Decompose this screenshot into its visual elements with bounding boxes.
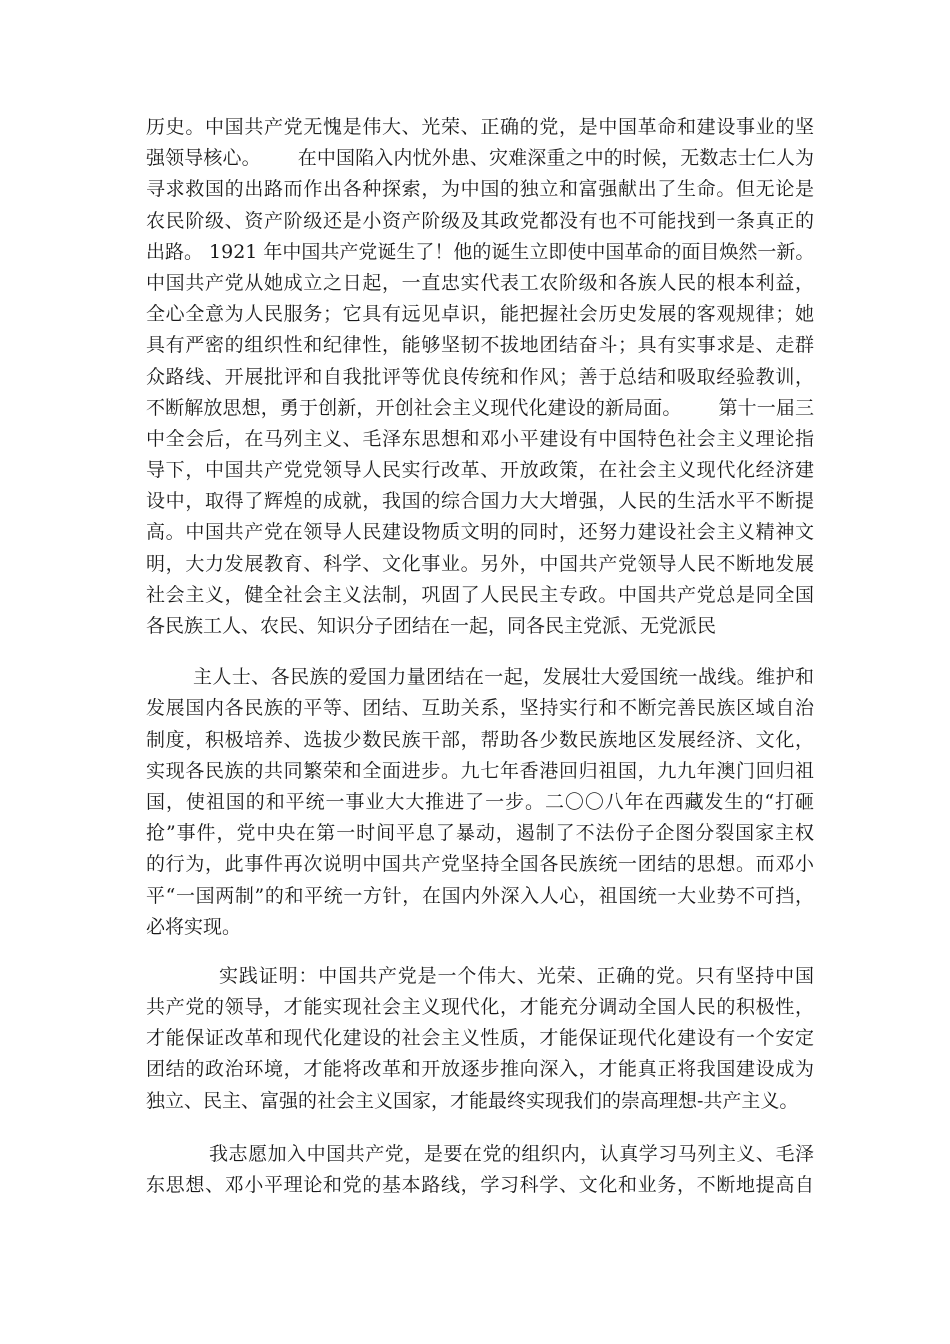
text-line: 高。中国共产党在领导人民建设物质文明的同时，还努力建设社会主义精神文 xyxy=(146,521,814,544)
text-line: 中国共产党从她成立之日起，一直忠实代表工农阶级和各族人民的根本利益， xyxy=(146,271,814,294)
text-line: 社会主义，健全社会主义法制，巩固了人民民主专政。中国共产党总是同全国 xyxy=(146,583,814,606)
text-line: 寻求救国的出路而作出各种探索，为中国的独立和富强献出了生命。但无论是 xyxy=(146,178,814,201)
text-line: 实践证明：中国共产党是一个伟大、光荣、正确的党。只有坚持中国 xyxy=(219,964,814,987)
text-line: 平“一国两制”的和平统一方针，在国内外深入人心，祖国统一大业势不可挡， xyxy=(146,884,814,907)
text-line: 独立、民主、富强的社会主义国家，才能最终实现我们的崇高理想-共产主义。 xyxy=(146,1089,799,1112)
text-line: 才能保证改革和现代化建设的社会主义性质，才能保证现代化建设有一个安定 xyxy=(146,1027,814,1050)
text-line: 导下，中国共产党党领导人民实行改革、开放政策，在社会主义现代化经济建 xyxy=(146,459,814,482)
paragraph-gap xyxy=(146,1117,814,1139)
text-line: 必将实现。 xyxy=(146,915,242,938)
text-line: 各民族工人、农民、知识分子团结在一起，同各民主党派、无党派民 xyxy=(146,615,717,637)
text-line: 明，大力发展教育、科学、文化事业。另外，中国共产党领导人民不断地发展 xyxy=(146,552,814,575)
text-line: 主人士、各民族的爱国力量团结在一起，发展壮大爱国统一战线。维护和 xyxy=(193,666,814,689)
text-line: 国，使祖国的和平统一事业大大推进了一步。二〇〇八年在西藏发生的“打砸 xyxy=(146,790,814,813)
text-line: 实现各民族的共同繁荣和全面进步。九七年香港回归祖国，九九年澳门回归祖 xyxy=(146,759,814,782)
text-line: 我志愿加入中国共产党，是要在党的组织内，认真学习马列主义、毛泽 xyxy=(209,1142,814,1165)
text-line: 不断解放思想，勇于创新，开创社会主义现代化建设的新局面。 第十一届三 xyxy=(146,396,814,419)
text-line: 的行为，此事件再次说明中国共产党坚持全国各民族统一团结的思想。而邓小 xyxy=(146,853,814,876)
text-line: 制度，积极培养、选拔少数民族干部，帮助各少数民族地区发展经济、文化， xyxy=(146,728,814,751)
paragraph-block-1 xyxy=(146,112,814,642)
text-line: 东思想、邓小平理论和党的基本路线，学习科学、文化和业务，不断地提高自 xyxy=(146,1174,814,1196)
text-line: 具有严密的组织性和纪律性，能够坚韧不拔地团结奋斗；具有实事求是、走群 xyxy=(146,334,814,357)
text-line: 设中，取得了辉煌的成就，我国的综合国力大大增强，人民的生活水平不断提 xyxy=(146,490,814,513)
text-line: 出路。 1921 年中国共产党诞生了！他的诞生立即使中国革命的面目焕然一新。 xyxy=(146,240,814,263)
text-line: 团结的政治环境，才能将改革和开放逐步推向深入，才能真正将我国建设成为 xyxy=(146,1058,814,1081)
paragraph-block-2 xyxy=(146,662,814,943)
text-line: 中全会后，在马列主义、毛泽东思想和邓小平建设有中国特色社会主义理论指 xyxy=(146,427,814,450)
text-line: 抢”事件，党中央在第一时间平息了暴动，遏制了不法份子企图分裂国家主权 xyxy=(146,822,814,845)
text-line: 强领导核心。 在中国陷入内忧外患、灾难深重之中的时候，无数志士仁人为 xyxy=(146,147,814,170)
text-line: 共产党的领导，才能实现社会主义现代化，才能充分调动全国人民的积极性， xyxy=(146,996,814,1019)
text-line: 发展国内各民族的平等、团结、互助关系，坚持实行和不断完善民族区域自治 xyxy=(146,697,814,720)
paragraph-block-4 xyxy=(146,1139,814,1201)
paragraph-gap xyxy=(146,943,814,961)
document-body xyxy=(146,112,814,1201)
text-line: 众路线、开展批评和自我批评等优良传统和作风；善于总结和吸取经验教训， xyxy=(146,365,814,388)
text-line: 历史。中国共产党无愧是伟大、光荣、正确的党，是中国革命和建设事业的坚 xyxy=(146,116,814,138)
paragraph-gap xyxy=(146,642,814,662)
text-line: 农民阶级、资产阶级还是小资产阶级及其政党都没有也不可能找到一条真正的 xyxy=(146,209,814,232)
text-line: 全心全意为人民服务；它具有远见卓识，能把握社会历史发展的客观规律；她 xyxy=(146,303,814,326)
paragraph-block-3 xyxy=(146,961,814,1117)
